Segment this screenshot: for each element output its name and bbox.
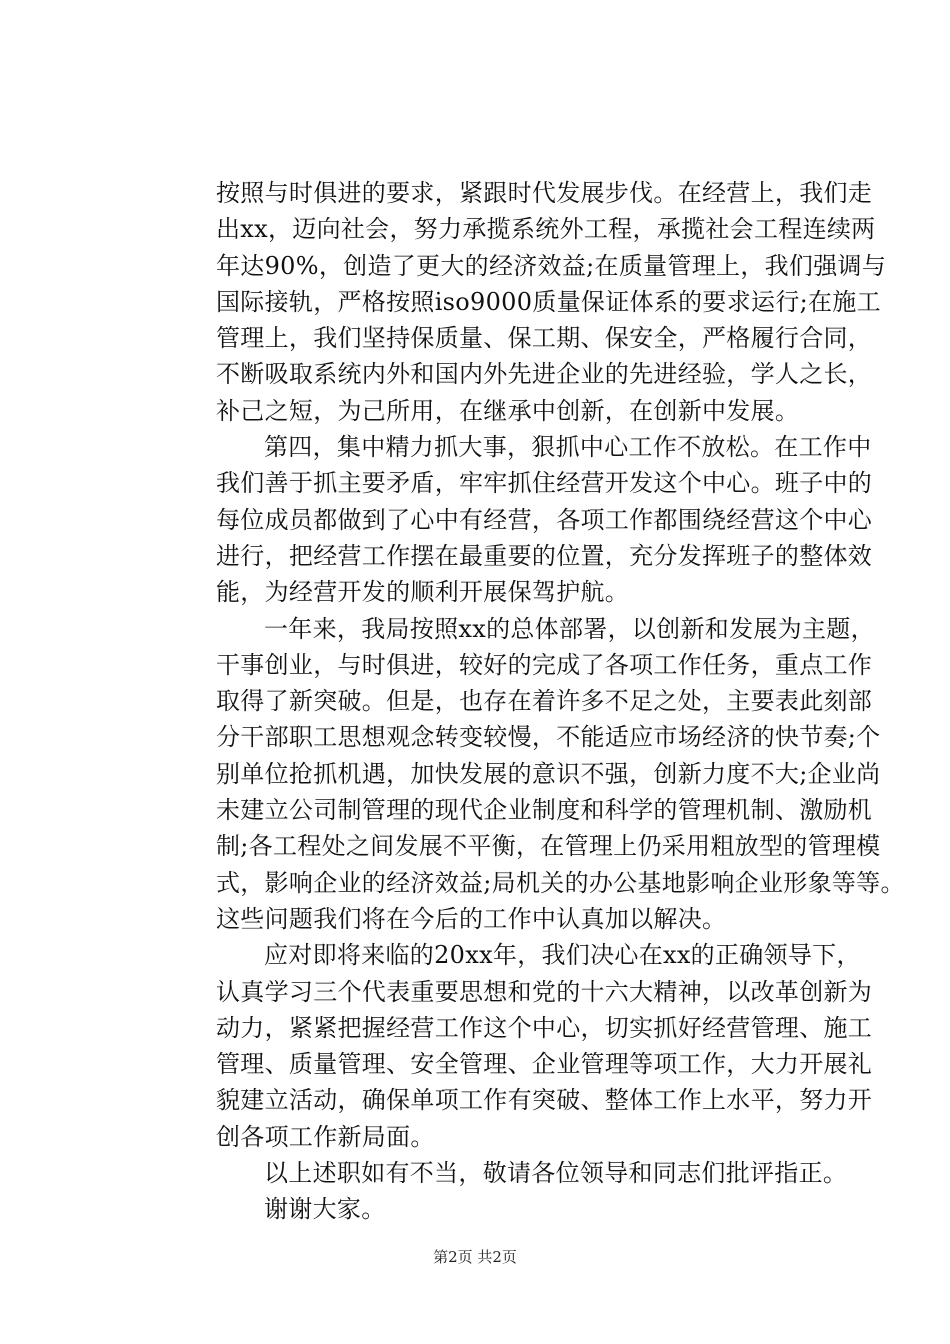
text-line: 未建立公司制管理的现代企业制度和科学的管理机制、激励机 [216,796,873,825]
paragraph-start-line: 一年来，我局按照xx的总体部署，以创新和发展为主题， [264,614,875,643]
text-line: 不断吸取系统内外和国内外先进企业的先进经验，学人之长， [216,360,873,389]
paragraph-start-line: 以上述职如有不当，敬请各位领导和同志们批评指正。 [264,1159,848,1188]
text-line: 别单位抢抓机遇，加快发展的意识不强，创新力度不大;企业尚 [216,759,881,788]
text-line: 分干部职工思想观念转变较慢，不能适应市场经济的快节奏;个 [216,723,881,752]
text-line: 年达90%，创造了更大的经济效益;在质量管理上，我们强调与 [216,251,887,280]
text-line: 干事创业，与时俱进，较好的完成了各项工作任务，重点工作 [216,650,873,679]
paragraph-start-line: 第四，集中精力抓大事，狠抓中心工作不放松。在工作中 [264,433,872,462]
text-line: 认真学习三个代表重要思想和党的十六大精神，以改革创新为 [216,977,873,1006]
text-line: 管理上，我们坚持保质量、保工期、保安全，严格履行合同， [216,324,873,353]
paragraph-start-line: 谢谢大家。 [264,1195,386,1224]
text-line: 国际接轨，严格按照iso9000质量保证体系的要求运行;在施工 [216,287,881,316]
text-line: 创各项工作新局面。 [216,1122,435,1151]
text-line: 式，影响企业的经济效益;局机关的办公基地影响企业形象等等。 [216,868,905,897]
paragraph-start-line: 应对即将来临的20xx年，我们决心在xx的正确领导下， [264,941,861,970]
text-line: 我们善于抓主要矛盾，牢牢抓住经营开发这个中心。班子中的 [216,469,873,498]
document-body [216,175,905,1228]
page-number-footer: 第2页 共2页 [433,1248,517,1266]
text-line: 取得了新突破。但是，也存在着许多不足之处，主要表此刻部 [216,687,873,716]
text-line: 出xx，迈向社会，努力承揽系统外工程，承揽社会工程连续两 [216,215,876,244]
text-line: 管理、质量管理、安全管理、企业管理等项工作，大力开展礼 [216,1050,873,1079]
text-line: 按照与时俱进的要求，紧跟时代发展步伐。在经营上，我们走 [216,179,873,207]
text-line: 补己之短，为己所用，在继承中创新，在创新中发展。 [216,396,800,425]
text-line: 动力，紧紧把握经营工作这个中心，切实抓好经营管理、施工 [216,1013,873,1042]
text-line: 每位成员都做到了心中有经营，各项工作都围绕经营这个中心 [216,505,873,534]
text-line: 制;各工程处之间发展不平衡，在管理上仍采用粗放型的管理模 [216,832,881,861]
text-line: 貌建立活动，确保单项工作有突破、整体工作上水平，努力开 [216,1086,873,1115]
text-line: 这些问题我们将在今后的工作中认真加以解决。 [216,904,727,933]
text-line: 能，为经营开发的顺利开展保驾护航。 [216,578,630,607]
text-line: 进行，把经营工作摆在最重要的位置，充分发挥班子的整体效 [216,541,873,570]
